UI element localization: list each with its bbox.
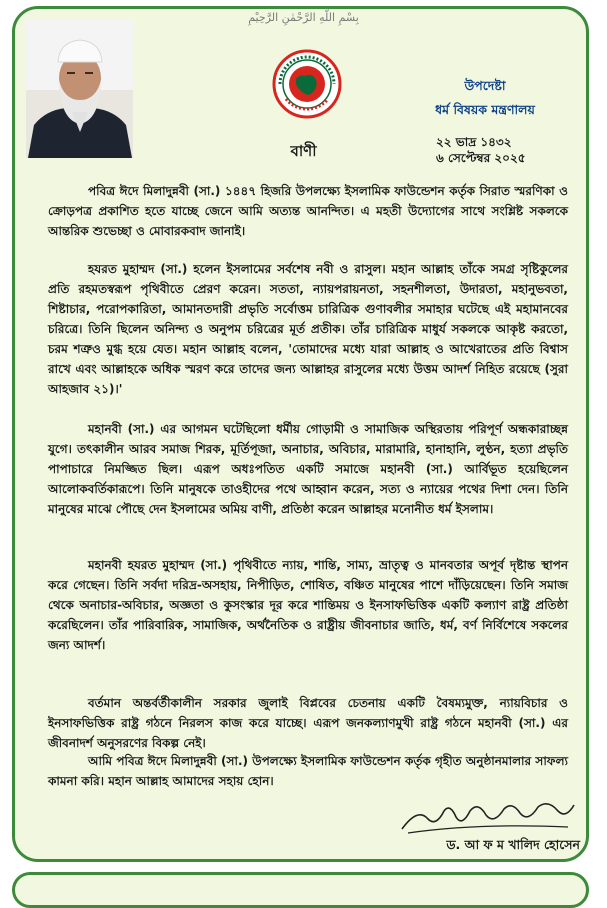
signatory-name: ড. আ ফ ম খালিদ হোসেন bbox=[446, 837, 580, 852]
government-seal-logo bbox=[272, 49, 342, 119]
message-paragraph: মহানবী হযরত মুহাম্মদ (সা.) পৃথিবীতে ন্যায়, শান্তি, সাম্য, ভ্রাতৃত্ব ও মানবতার অপূর্ব দৃষ্টান্ত স্থাপন করে গেছেন। তিনি সর্বদা দরিদ্র-অসহায়, নিপীড়িত, শোষিত, বঞ্চিত মানুষের পাশে দাঁড়িয়েছেন। তিনি সমাজ থেকে অনাচার-অবিচার, অজ্ঞতা ও কুসংস্কার দূর করে শান্তিময় ও ইনসাফভিত্তিক একটি কল্যাণ রাষ্ট্র প্রতিষ্ঠা করেছিলেন। তাঁর পারিবারিক, সামাজিক, অর্থনৈতিক ও রাষ্ট্রীয় জীবনাচার জাতি, ধর্ম, বর্ণ নির্বিশেষে সকলের জন্য আদর্শ। bbox=[48, 558, 568, 652]
date-gregorian: ৬ সেপ্টেম্বর ২০২৫ bbox=[436, 151, 526, 165]
next-frame-edge bbox=[12, 872, 589, 908]
office-designation bbox=[400, 74, 570, 122]
message-paragraph: মহানবী (সা.) এর আগমন ঘটেছিলো ধর্মীয় গোড়ামী ও সামাজিক অস্থিরতায় পরিপূর্ণ অন্ধকারাচ্ছন্ন যুগে। তৎকালীন আরব সমাজ শিরক, মূর্তিপূজা, অনাচার, অবিচার, মারামারি, হানাহানি, লুণ্ঠন, হত্যা প্রভৃতি পাপাচারে নিমজ্জিত ছিল। এরূপ অধঃপতিত একটি সমাজে মহানবী (সা.) আর্বিভূত হয়েছিলেন আলোকবর্তিকারূপে। তিনি মানুষকে তাওহীদের পথে আহ্বান করেন, সত্য ও ন্যায়ের পথের দিশা দেন। তিনি মানুষের মাঝে পৌছে দেন ইসলামের অমিয় বাণী, প্রতিষ্ঠা করেন আল্লাহর মনোনীত ধর্ম ইসলাম। bbox=[48, 422, 568, 516]
bismillah-calligraphy: بِسْمِ اللَّهِ الرَّحْمٰنِ الرَّحِيْمِ bbox=[248, 11, 359, 24]
message-paragraph: বর্তমান অন্তর্বর্তীকালীন সরকার জুলাই বিপ্লবের চেতনায় একটি বৈষম্যমুক্ত, ন্যায়বিচার ও ইনসাফভিত্তিক রাষ্ট্র গঠনে নিরলস কাজ করে যাচ্ছে। এরূপ জনকল্যাণমুখী রাষ্ট্র গঠনে মহানবী (সা.) এর জীবনাদর্শ অনুসরণের বিকল্প নেই। bbox=[48, 696, 568, 750]
portrait-photo bbox=[26, 20, 133, 158]
office-title: উপদেষ্টা bbox=[464, 78, 506, 93]
message-paragraph: পবিত্র ঈদে মিলাদুন্নবী (সা.) ১৪৪৭ হিজরি উপলক্ষ্যে ইসলামিক ফাউন্ডেশন কর্তৃক সিরাত স্মরণিকা ও ক্রোড়পত্র প্রকাশিত হতে যাচ্ছে জেনে আমি অত্যন্ত আনন্দিত। এ মহতী উদ্যোগের সাথে সংশ্লিষ্ট সকলকে আন্তরিক শুভেচ্ছা ও মোবারকবাদ জানাই। bbox=[48, 184, 568, 238]
handwritten-signature bbox=[398, 797, 578, 837]
date-bangla: ২২ ভাদ্র ১৪৩২ bbox=[436, 135, 512, 149]
message-paragraph: হযরত মুহাম্মদ (সা.) হলেন ইসলামের সর্বশেষ নবী ও রাসুল। মহান আল্লাহ তাঁকে সমগ্র সৃষ্টিকুলের প্রতি রহমতস্বরূপ পৃথিবীতে প্রেরণ করেন। সততা, ন্যায়পরায়নতা, সহনশীলতা, উদারতা, মহানুভবতা, শিষ্টাচার, পরোপকারিতা, আমানতদারী প্রভৃতি সর্বোত্তম চারিত্রিক গুণাবলীর সমাহার ঘটেছে এই মহামানবের চরিত্রে। তিনি ছিলেন অনিন্দ্য ও অনুপম চরিত্রের মূর্ত প্রতীক। তাঁর চারিত্রিক মাধুর্য সকলকে আকৃষ্ট করতো, চরম শত্রুও মুগ্ধ হয়ে যেত। মহান আল্লাহ বলেন, 'তোমাদের মধ্যে যারা আল্লাহ ও আখেরাতের প্রতি বিশ্বাস রাখে এবং আল্লাহকে অধিক স্মরণ করে তাদের জন্য আল্লাহর রাসুলের মধ্যে উত্তম আদর্শ নিহিত রয়েছে (সুরা আহজাব ২১)।' bbox=[48, 262, 568, 396]
ministry-name: ধর্ম বিষয়ক মন্ত্রণালয় bbox=[435, 102, 535, 117]
page-title: বাণী bbox=[290, 142, 317, 160]
message-paragraph: আমি পবিত্র ঈদে মিলাদুন্নবী (সা.) উপলক্ষ্যে ইসলামিক ফাউন্ডেশন কর্তৃক গৃহীত অনুষ্ঠানমালার সাফল্য কামনা করি। মহান আল্লাহ আমাদের সহায় হোন। bbox=[48, 754, 568, 788]
date-block bbox=[436, 134, 571, 166]
